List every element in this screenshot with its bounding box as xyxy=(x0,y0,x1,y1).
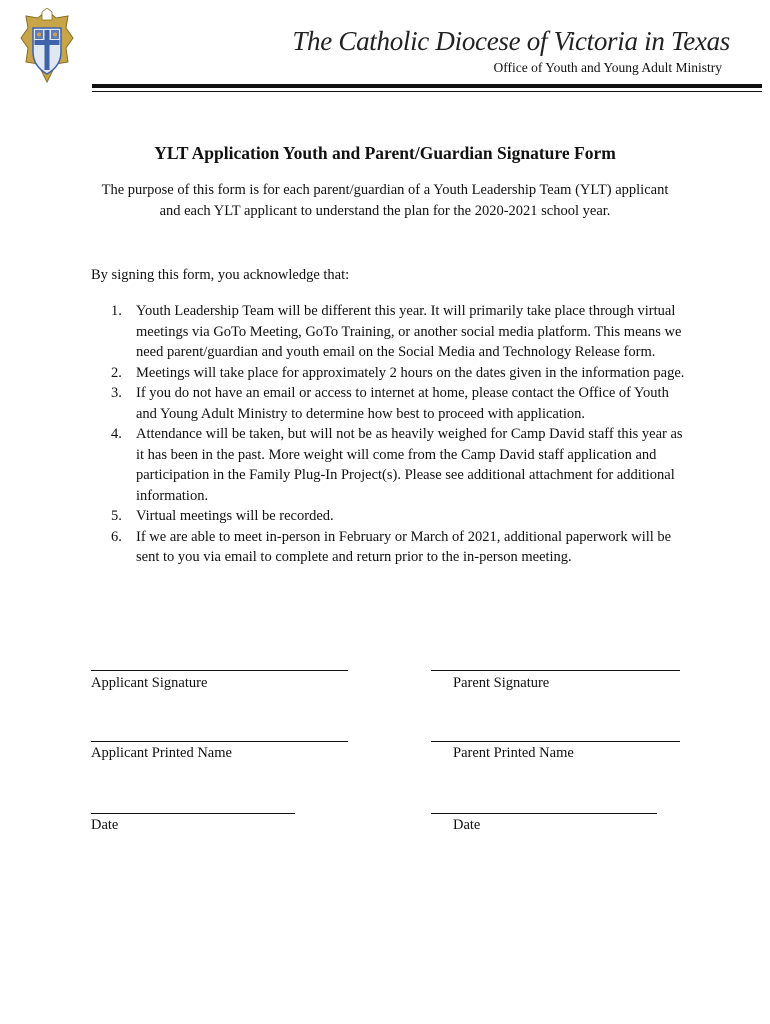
applicant-printed-name-field[interactable] xyxy=(91,741,348,742)
applicant-signature-field[interactable] xyxy=(91,670,348,671)
list-item-number: 3. xyxy=(111,385,122,401)
diocese-crest-icon xyxy=(20,8,74,84)
list-item-text: Virtual meetings will be recorded. xyxy=(136,508,334,524)
applicant-signature-label: Applicant Signature xyxy=(91,675,208,691)
parent-printed-name-label: Parent Printed Name xyxy=(453,745,574,761)
acknowledge-intro: By signing this form, you acknowledge that: xyxy=(91,267,350,283)
applicant-date-label: Date xyxy=(91,817,119,833)
list-item-text: Youth Leadership Team will be different this year. It will primarily take place through virtual meetings via GoTo Meeting, GoTo Training, or another social media platform. This means we need parent/guardian and youth email on the Social Media and Technology Release form. xyxy=(136,303,682,360)
applicant-printed-name-label: Applicant Printed Name xyxy=(91,745,232,761)
parent-date-field[interactable] xyxy=(431,813,657,814)
parent-date-label: Date xyxy=(453,817,481,833)
diocese-name: The Catholic Diocese of Victoria in Texas xyxy=(292,26,730,56)
header-rule-thick xyxy=(92,84,762,88)
list-item-number: 6. xyxy=(111,528,122,545)
acknowledgement-list xyxy=(91,301,691,568)
purpose-statement: The purpose of this form is for each parent/guardian of a Youth Leadership Team (YLT) applicant and each YLT applicant to understand the plan for the 2020-2021 school year. xyxy=(101,182,669,219)
list-item-text: Attendance will be taken, but will not be as heavily weighed for Camp David staff this year as it has been in the past. More weight will come from the Camp David staff application and participation in the Family Plug-In Project(s). Please see additional attachment for additional information. xyxy=(136,426,683,504)
list-item-number: 5. xyxy=(111,508,122,524)
list-item-number: 4. xyxy=(111,426,122,442)
parent-signature-label: Parent Signature xyxy=(453,675,550,691)
header-rule-thin xyxy=(92,91,762,92)
list-item xyxy=(91,363,691,384)
list-item-text: If we are able to meet in-person in February or March of 2021, additional paperwork will be sent to you via email to complete and return prior to the in-person meeting. xyxy=(136,528,672,565)
list-item-number: 1. xyxy=(111,303,122,319)
list-item xyxy=(91,424,691,506)
parent-signature-field[interactable] xyxy=(431,670,680,671)
list-item-number: 2. xyxy=(111,364,122,381)
list-item xyxy=(91,506,691,527)
parent-printed-name-field[interactable] xyxy=(431,741,680,742)
list-item-text: Meetings will take place for approximately 2 hours on the dates given in the information page. xyxy=(136,364,685,381)
office-name: Office of Youth and Young Adult Ministry xyxy=(493,60,722,75)
list-item xyxy=(91,301,691,363)
form-title: YLT Application Youth and Parent/Guardian Signature Form xyxy=(154,143,616,163)
applicant-date-field[interactable] xyxy=(91,813,295,814)
list-item xyxy=(91,383,691,424)
list-item xyxy=(91,527,691,568)
list-item-text: If you do not have an email or access to internet at home, please contact the Office of Youth and Young Adult Ministry to determine how best to proceed with application. xyxy=(136,385,669,422)
